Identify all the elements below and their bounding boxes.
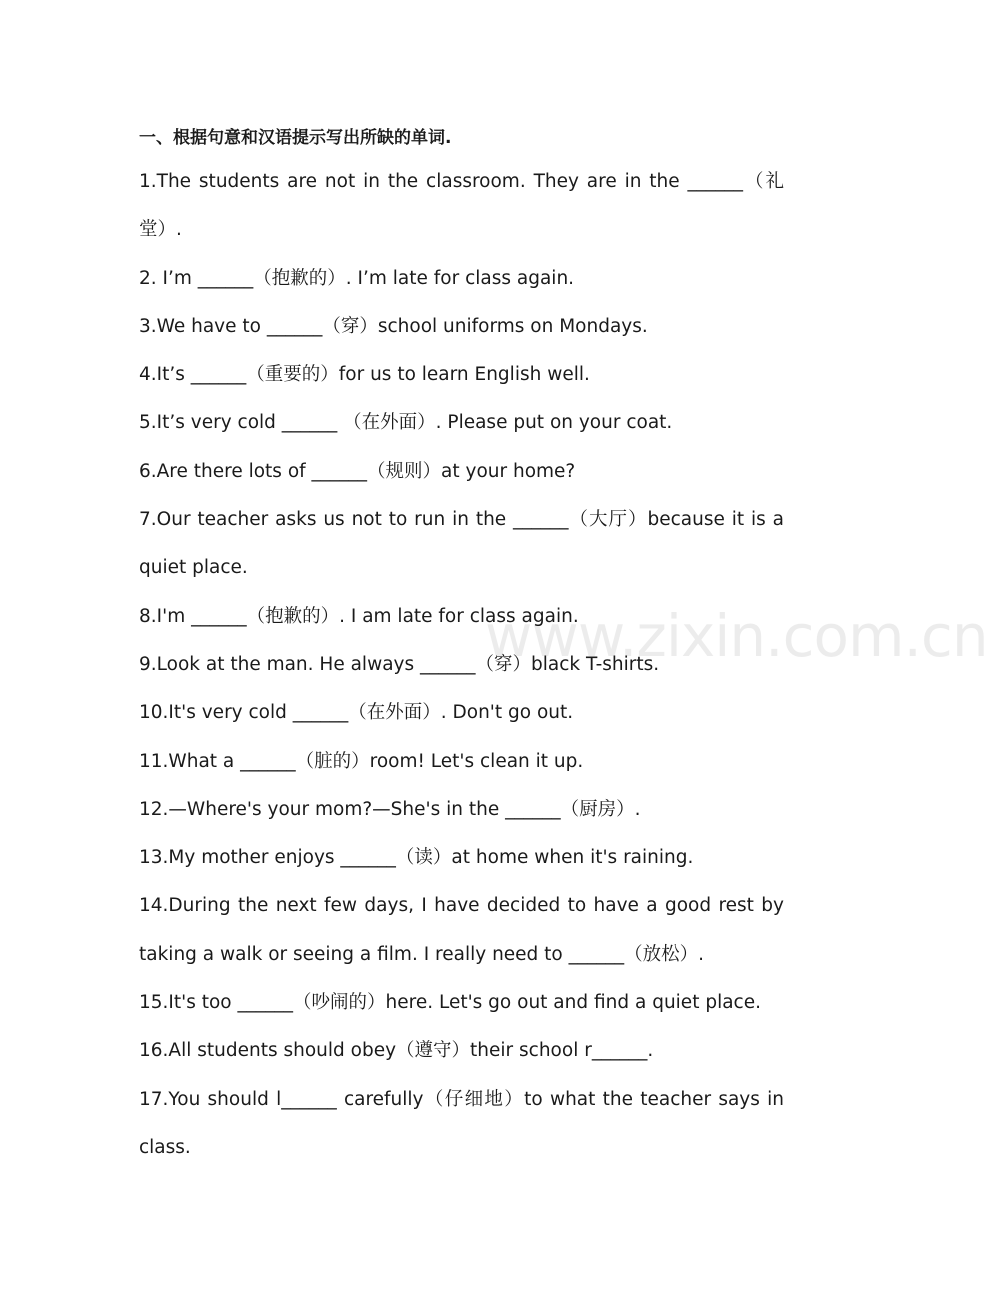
question-14: 14.During the next few days, I have decided to have a good rest by taking a walk or seeing a film. I really need to ______（放松）. (139, 895, 784, 965)
question-10: 10.It's very cold ______（在外面）. Don't go out. (139, 702, 574, 724)
question-9: 9.Look at the man. He always ______（穿）black T-shirts. (139, 653, 660, 675)
document-page (139, 118, 784, 1172)
question-7: 7.Our teacher asks us not to run in the ______（大厅）because it is a quiet place. (139, 509, 784, 579)
question-1: 1.The students are not in the classroom. They are in the ______（礼堂）. (139, 171, 784, 241)
question-4: 4.It’s ______（重要的）for us to learn English well. (139, 364, 590, 386)
question-12: 12.—Where's your mom?—She's in the ______（厨房）. (139, 798, 641, 820)
question-3: 3.We have to ______（穿）school uniforms on Mondays. (139, 315, 648, 337)
question-17: 17.You should l______ carefully（仔细地）to what the teacher says in class. (139, 1088, 784, 1158)
question-8: 8.I'm ______（抱歉的）. I am late for class again. (139, 605, 579, 627)
section-heading: 一、根据句意和汉语提示写出所缺的单词. (139, 128, 452, 148)
question-16: 16.All students should obey（遵守）their school r______. (139, 1040, 654, 1062)
question-11: 11.What a ______（脏的）room! Let's clean it up. (139, 750, 584, 772)
question-13: 13.My mother enjoys ______（读）at home when it's raining. (139, 847, 694, 869)
question-15: 15.It's too ______（吵闹的）here. Let's go out and find a quiet place. (139, 992, 761, 1014)
question-2: 2. I’m ______（抱歉的）. I’m late for class again. (139, 267, 575, 289)
question-list (139, 158, 784, 1172)
question-5: 5.It’s very cold ______ （在外面）. Please put on your coat. (139, 412, 673, 434)
question-6: 6.Are there lots of ______（规则）at your home? (139, 460, 576, 482)
watermark: www.zixin.com.cn (485, 602, 988, 670)
